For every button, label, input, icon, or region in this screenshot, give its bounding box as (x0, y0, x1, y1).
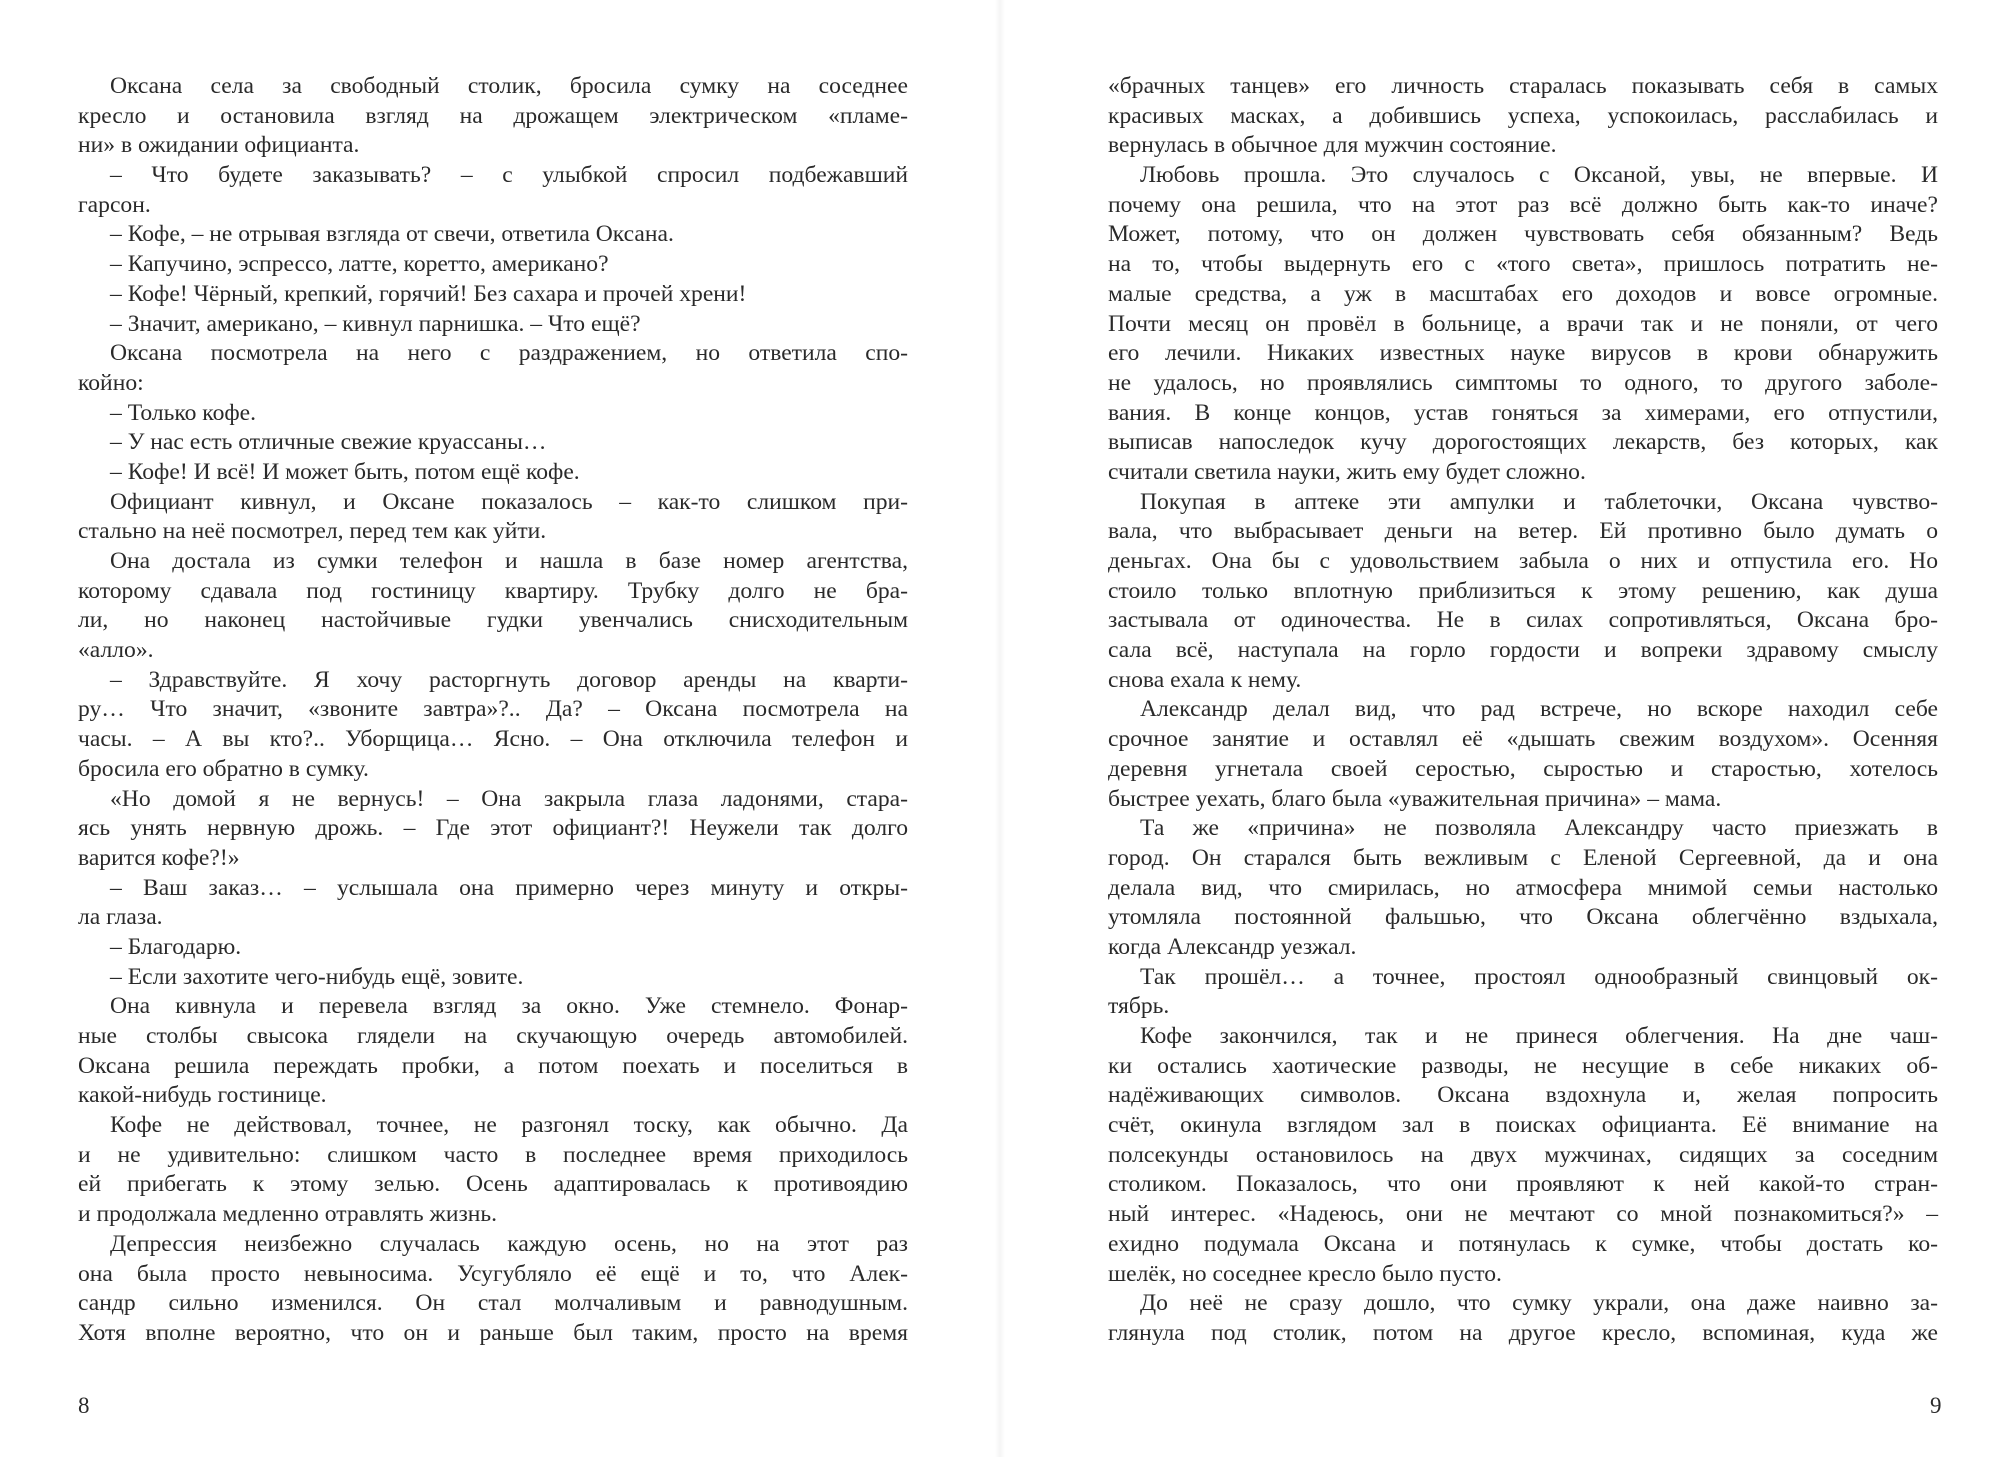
text-line: его лечили. Никаких известных науке вирусов в крови обнаружить (1108, 340, 1938, 367)
text-line: Оксана решила переждать пробки, а потом поехать и поселиться в (78, 1052, 908, 1079)
text-line: шелёк, но соседнее кресло было пусто. (1108, 1260, 1502, 1287)
text-line: Александр делал вид, что рад встрече, но вскоре находил себе (1140, 696, 1938, 723)
right-page (1000, 0, 2000, 1457)
text-line: бросила его обратно в сумку. (78, 755, 369, 782)
text-line: делала вид, что смирилась, но атмосфера мнимой семьи настолько (1108, 874, 1938, 901)
text-line: деньгах. Она бы с удовольствием забыла о них и отпустила его. Но (1108, 548, 1938, 574)
text-line: Хотя вполне вероятно, что он и раньше был таким, просто на время (78, 1319, 908, 1346)
text-line: Оксана посмотрела на него с раздражением, но ответила спо- (110, 340, 908, 367)
text-line: вернулась в обычное для мужчин состояние. (1108, 132, 1557, 159)
text-line: Так прошёл… а точнее, простоял однообразный свинцовый ок- (1140, 963, 1938, 990)
text-line: – Здравствуйте. Я хочу расторгнуть договор аренды на кварти- (110, 666, 908, 693)
text-line: какой-нибудь гостинице. (78, 1082, 327, 1109)
text-line: надёживающих символов. Оксана вздохнула и, желая попросить (1108, 1082, 1938, 1109)
left-page-text (78, 72, 908, 1349)
text-line: «брачных танцев» его личность старалась показывать себя в самых (1108, 73, 1938, 99)
text-line: часы. – А вы кто?.. Уборщица… Ясно. – Она отключила телефон и (78, 726, 908, 753)
text-line: Почти месяц он провёл в больнице, а врачи так и не поняли, от чего (1108, 310, 1938, 337)
text-line: стоило только вплотную приблизиться к этому решению, как душа (1108, 577, 1938, 604)
text-line: деревня угнетала своей серостью, сыростью и старостью, хотелось (1108, 755, 1938, 782)
text-line: кресло и остановила взгляд на дрожащем электрическом «пламе- (78, 102, 908, 129)
text-line: койно: (78, 369, 144, 396)
text-line: ехидно подумала Оксана и потянулась к сумке, чтобы достать ко- (1108, 1230, 1938, 1257)
text-line: Она достала из сумки телефон и нашла в базе номер агентства, (110, 548, 908, 574)
text-line: тябрь. (1108, 993, 1170, 1020)
text-line: и не удивительно: слишком часто в последнее время приходилось (78, 1141, 908, 1168)
text-line: – Что будете заказывать? – с улыбкой спросил подбежавший (110, 162, 908, 189)
text-line: вала, что выбрасывает деньги на ветер. Ей противно было думать о (1108, 518, 1938, 545)
text-line: Любовь прошла. Это случалось с Оксаной, увы, не впервые. И (1140, 162, 1938, 189)
text-line: вания. В конце концов, устав гоняться за химерами, его отпустили, (1108, 399, 1938, 426)
text-line: застывала от одиночества. Не в силах сопротивляться, Оксана бро- (1108, 607, 1938, 634)
text-line: утомляла постоянной фальшью, что Оксана облегчённо вздыхала, (1108, 904, 1938, 931)
text-line: Может, потому, что он должен чувствовать себя обязанным? Ведь (1108, 221, 1938, 248)
text-line: счёт, окинула взглядом зал в поисках официанта. Её внимание на (1108, 1112, 1938, 1139)
text-line: столиком. Показалось, что они проявляют к ней какой-то стран- (1108, 1171, 1938, 1198)
text-line: До неё не сразу дошло, что сумку украли, она даже наивно за- (1140, 1290, 1938, 1317)
text-line: Кофе не действовал, точнее, не разгонял тоску, как обычно. Да (110, 1112, 908, 1139)
text-line: – У нас есть отличные свежие круассаны… (110, 429, 547, 456)
text-line: срочное занятие и оставлял её «дышать свежим воздухом». Осенняя (1108, 726, 1938, 753)
right-page-text (1108, 72, 1938, 1349)
text-line: когда Александр уезжал. (1108, 933, 1357, 960)
text-line: ли, но наконец настойчивые гудки увенчались снисходительным (78, 607, 908, 634)
page-number-right: 9 (1930, 1393, 1942, 1418)
text-line: варится кофе?!» (78, 844, 240, 871)
text-line: почему она решила, что на этот раз всё должно быть как-то иначе? (1108, 191, 1938, 218)
page-number-left: 8 (78, 1393, 90, 1418)
text-line: сала всё, наступала на горло гордости и вопреки здравому смыслу (1108, 637, 1938, 664)
text-line: быстрее уехать, благо была «уважительная причина» – мама. (1108, 785, 1722, 812)
text-line: ла глаза. (78, 904, 163, 931)
text-line: считали светила науки, жить ему будет сложно. (1108, 458, 1586, 485)
text-line: Кофе закончился, так и не принеся облегчения. На дне чаш- (1140, 1023, 1938, 1049)
text-line: Покупая в аптеке эти ампулки и таблеточки, Оксана чувство- (1140, 488, 1938, 515)
text-line: – Кофе! И всё! И может быть, потом ещё кофе. (110, 458, 580, 485)
text-line: Та же «причина» не позволяла Александру часто приезжать в (1140, 815, 1938, 842)
text-line: не удалось, но проявлялись симптомы то одного, то другого заболе- (1108, 369, 1938, 396)
text-line: Оксана села за свободный столик, бросила сумку на соседнее (110, 73, 908, 99)
text-line: «алло». (78, 637, 154, 664)
text-line: ки остались хаотические разводы, не несущие в себе никаких об- (1108, 1052, 1938, 1079)
text-line: «Но домой я не вернусь! – Она закрыла глаза ладонями, стара- (110, 785, 908, 812)
text-line: Депрессия неизбежно случалась каждую осень, но на этот раз (110, 1230, 908, 1257)
text-line: ясь унять нервную дрожь. – Где этот официант?! Неужели так долго (78, 815, 908, 842)
text-line: красивых масках, а добившись успеха, успокоилась, расслабилась и (1108, 102, 1938, 129)
text-line: – Капучино, эспрессо, латте, коретто, американо? (110, 251, 609, 278)
text-line: – Если захотите чего-нибудь ещё, зовите. (110, 963, 524, 990)
text-line: город. Он старался быть вежливым с Еленой Сергеевной, да и она (1108, 844, 1938, 871)
text-line: ный интерес. «Надеюсь, они не мечтают со мной познакомиться?» – (1108, 1201, 1938, 1228)
text-line: – Кофе, – не отрывая взгляда от свечи, ответила Оксана. (110, 221, 674, 248)
text-line: малые средства, а уж в масштабах его доходов и вовсе огромные. (1108, 280, 1938, 307)
text-line: сандр сильно изменился. Он стал молчаливым и равнодушным. (78, 1290, 908, 1317)
text-line: – Ваш заказ… – услышала она примерно через минуту и откры- (110, 874, 908, 901)
text-line: Официант кивнул, и Оксане показалось – как-то слишком при- (110, 488, 908, 515)
text-line: и продолжала медленно отравлять жизнь. (78, 1201, 498, 1228)
text-line: – Только кофе. (110, 399, 257, 426)
text-line: она была просто невыносима. Усугубляло её ещё и то, что Алек- (78, 1260, 908, 1287)
text-line: на то, чтобы выдернуть его с «того света», пришлось потратить не- (1108, 251, 1938, 278)
text-line: – Кофе! Чёрный, крепкий, горячий! Без сахара и прочей хрени! (110, 280, 747, 307)
text-line: стально на неё посмотрел, перед тем как уйти. (78, 518, 547, 545)
text-line: – Благодарю. (110, 933, 242, 960)
text-line: ей прибегать к этому зелью. Осень адаптировалась к противоядию (78, 1171, 908, 1198)
text-line: ни» в ожидании официанта. (78, 132, 360, 159)
text-line: которому сдавала под гостиницу квартиру. Трубку долго не бра- (78, 577, 908, 604)
text-line: ные столбы свысока глядели на скучающую очередь автомобилей. (78, 1023, 908, 1049)
text-line: глянула под столик, потом на другое кресло, вспоминая, куда же (1108, 1319, 1938, 1346)
text-line: ру… Что значит, «звоните завтра»?.. Да? – Оксана посмотрела на (78, 696, 908, 723)
text-line: полсекунды остановилось на двух мужчинах, сидящих за соседним (1108, 1141, 1938, 1168)
text-line: Она кивнула и перевела взгляд за окно. Уже стемнело. Фонар- (110, 993, 908, 1020)
text-line: – Значит, американо, – кивнул парнишка. – Что ещё? (110, 310, 641, 337)
text-line: выписав напоследок кучу дорогостоящих лекарств, без которых, как (1108, 429, 1938, 456)
text-line: гарсон. (78, 191, 151, 218)
text-line: снова ехала к нему. (1108, 666, 1302, 693)
